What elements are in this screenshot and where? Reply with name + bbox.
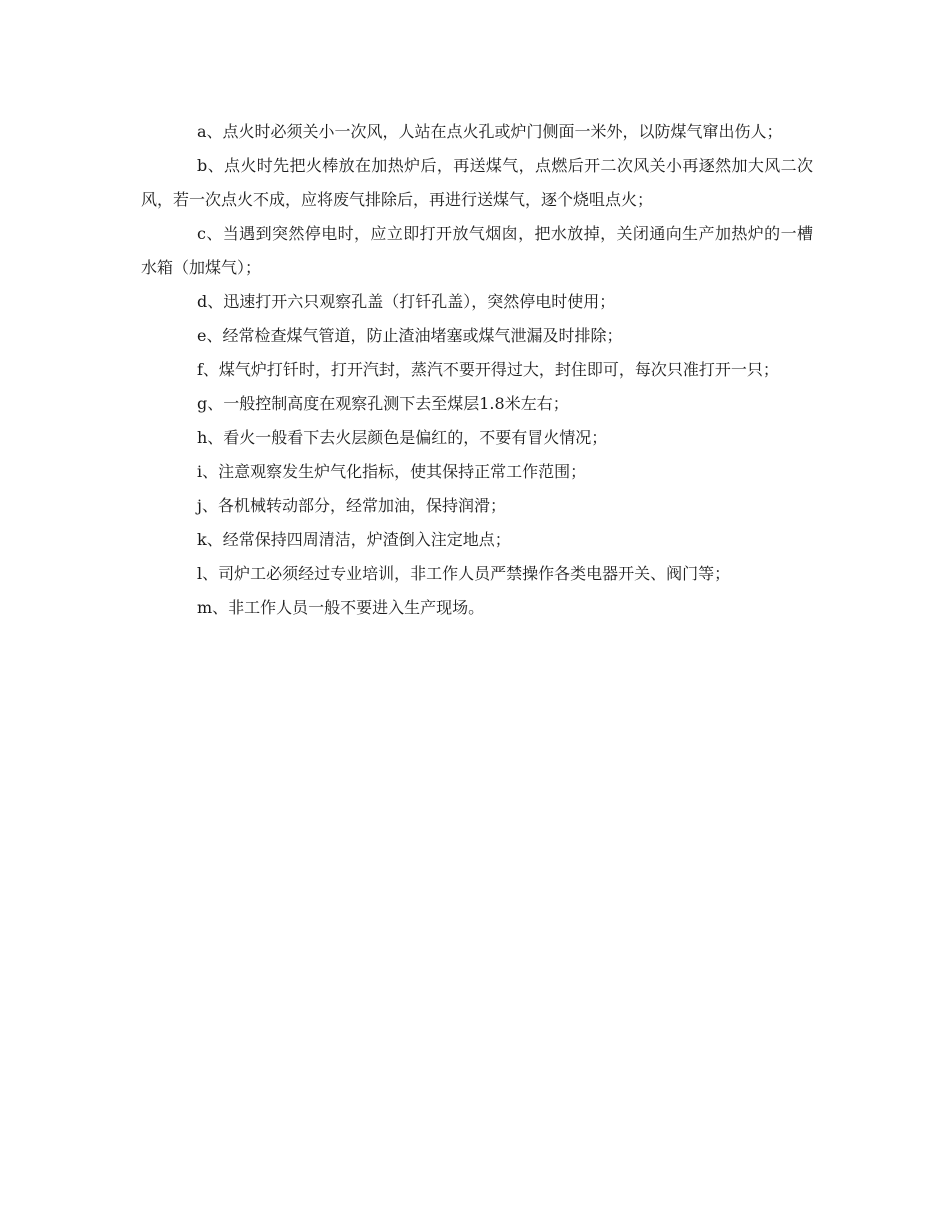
paragraph-d: d、迅速打开六只观察孔盖（打钎孔盖），突然停电时使用； [197, 292, 616, 311]
paragraph-l: l、司炉工必须经过专业培训，非工作人员严禁操作各类电器开关、阀门等； [197, 564, 731, 583]
paragraph-b: b、点火时先把火棒放在加热炉后，再送煤气，点燃后开二次风关小再逐然加大风二次风，若一次点火不成，应将废气排除后，再进行送煤气，逐个烧咀点火； [141, 156, 813, 209]
paragraph-i: i、注意观察发生炉气化指标，使其保持正常工作范围； [197, 462, 587, 481]
paragraph-f: f、煤气炉打钎时，打开汽封，蒸汽不要开得过大，封住即可，每次只准打开一只； [197, 360, 779, 379]
document-body [141, 115, 813, 625]
paragraph-m: m、非工作人员一般不要进入生产现场。 [197, 598, 485, 617]
paragraph-g: g、一般控制高度在观察孔测下去至煤层1.8米左右； [197, 394, 569, 413]
paragraph-a: a、点火时必须关小一次风，人站在点火孔或炉门侧面一米外，以防煤气窜出伤人； [197, 122, 783, 141]
paragraph-e: e、经常检查煤气管道，防止渣油堵塞或煤气泄漏及时排除； [197, 326, 623, 345]
paragraph-j: j、各机械转动部分，经常加油，保持润滑； [197, 496, 506, 515]
paragraph-c: c、当遇到突然停电时，应立即打开放气烟囱，把水放掉，关闭通向生产加热炉的一槽水箱（加煤气）； [141, 224, 813, 277]
paragraph-k: k、经常保持四周清洁，炉渣倒入注定地点； [197, 530, 511, 549]
paragraph-h: h、看火一般看下去火层颜色是偏红的，不要有冒火情况； [197, 428, 608, 447]
